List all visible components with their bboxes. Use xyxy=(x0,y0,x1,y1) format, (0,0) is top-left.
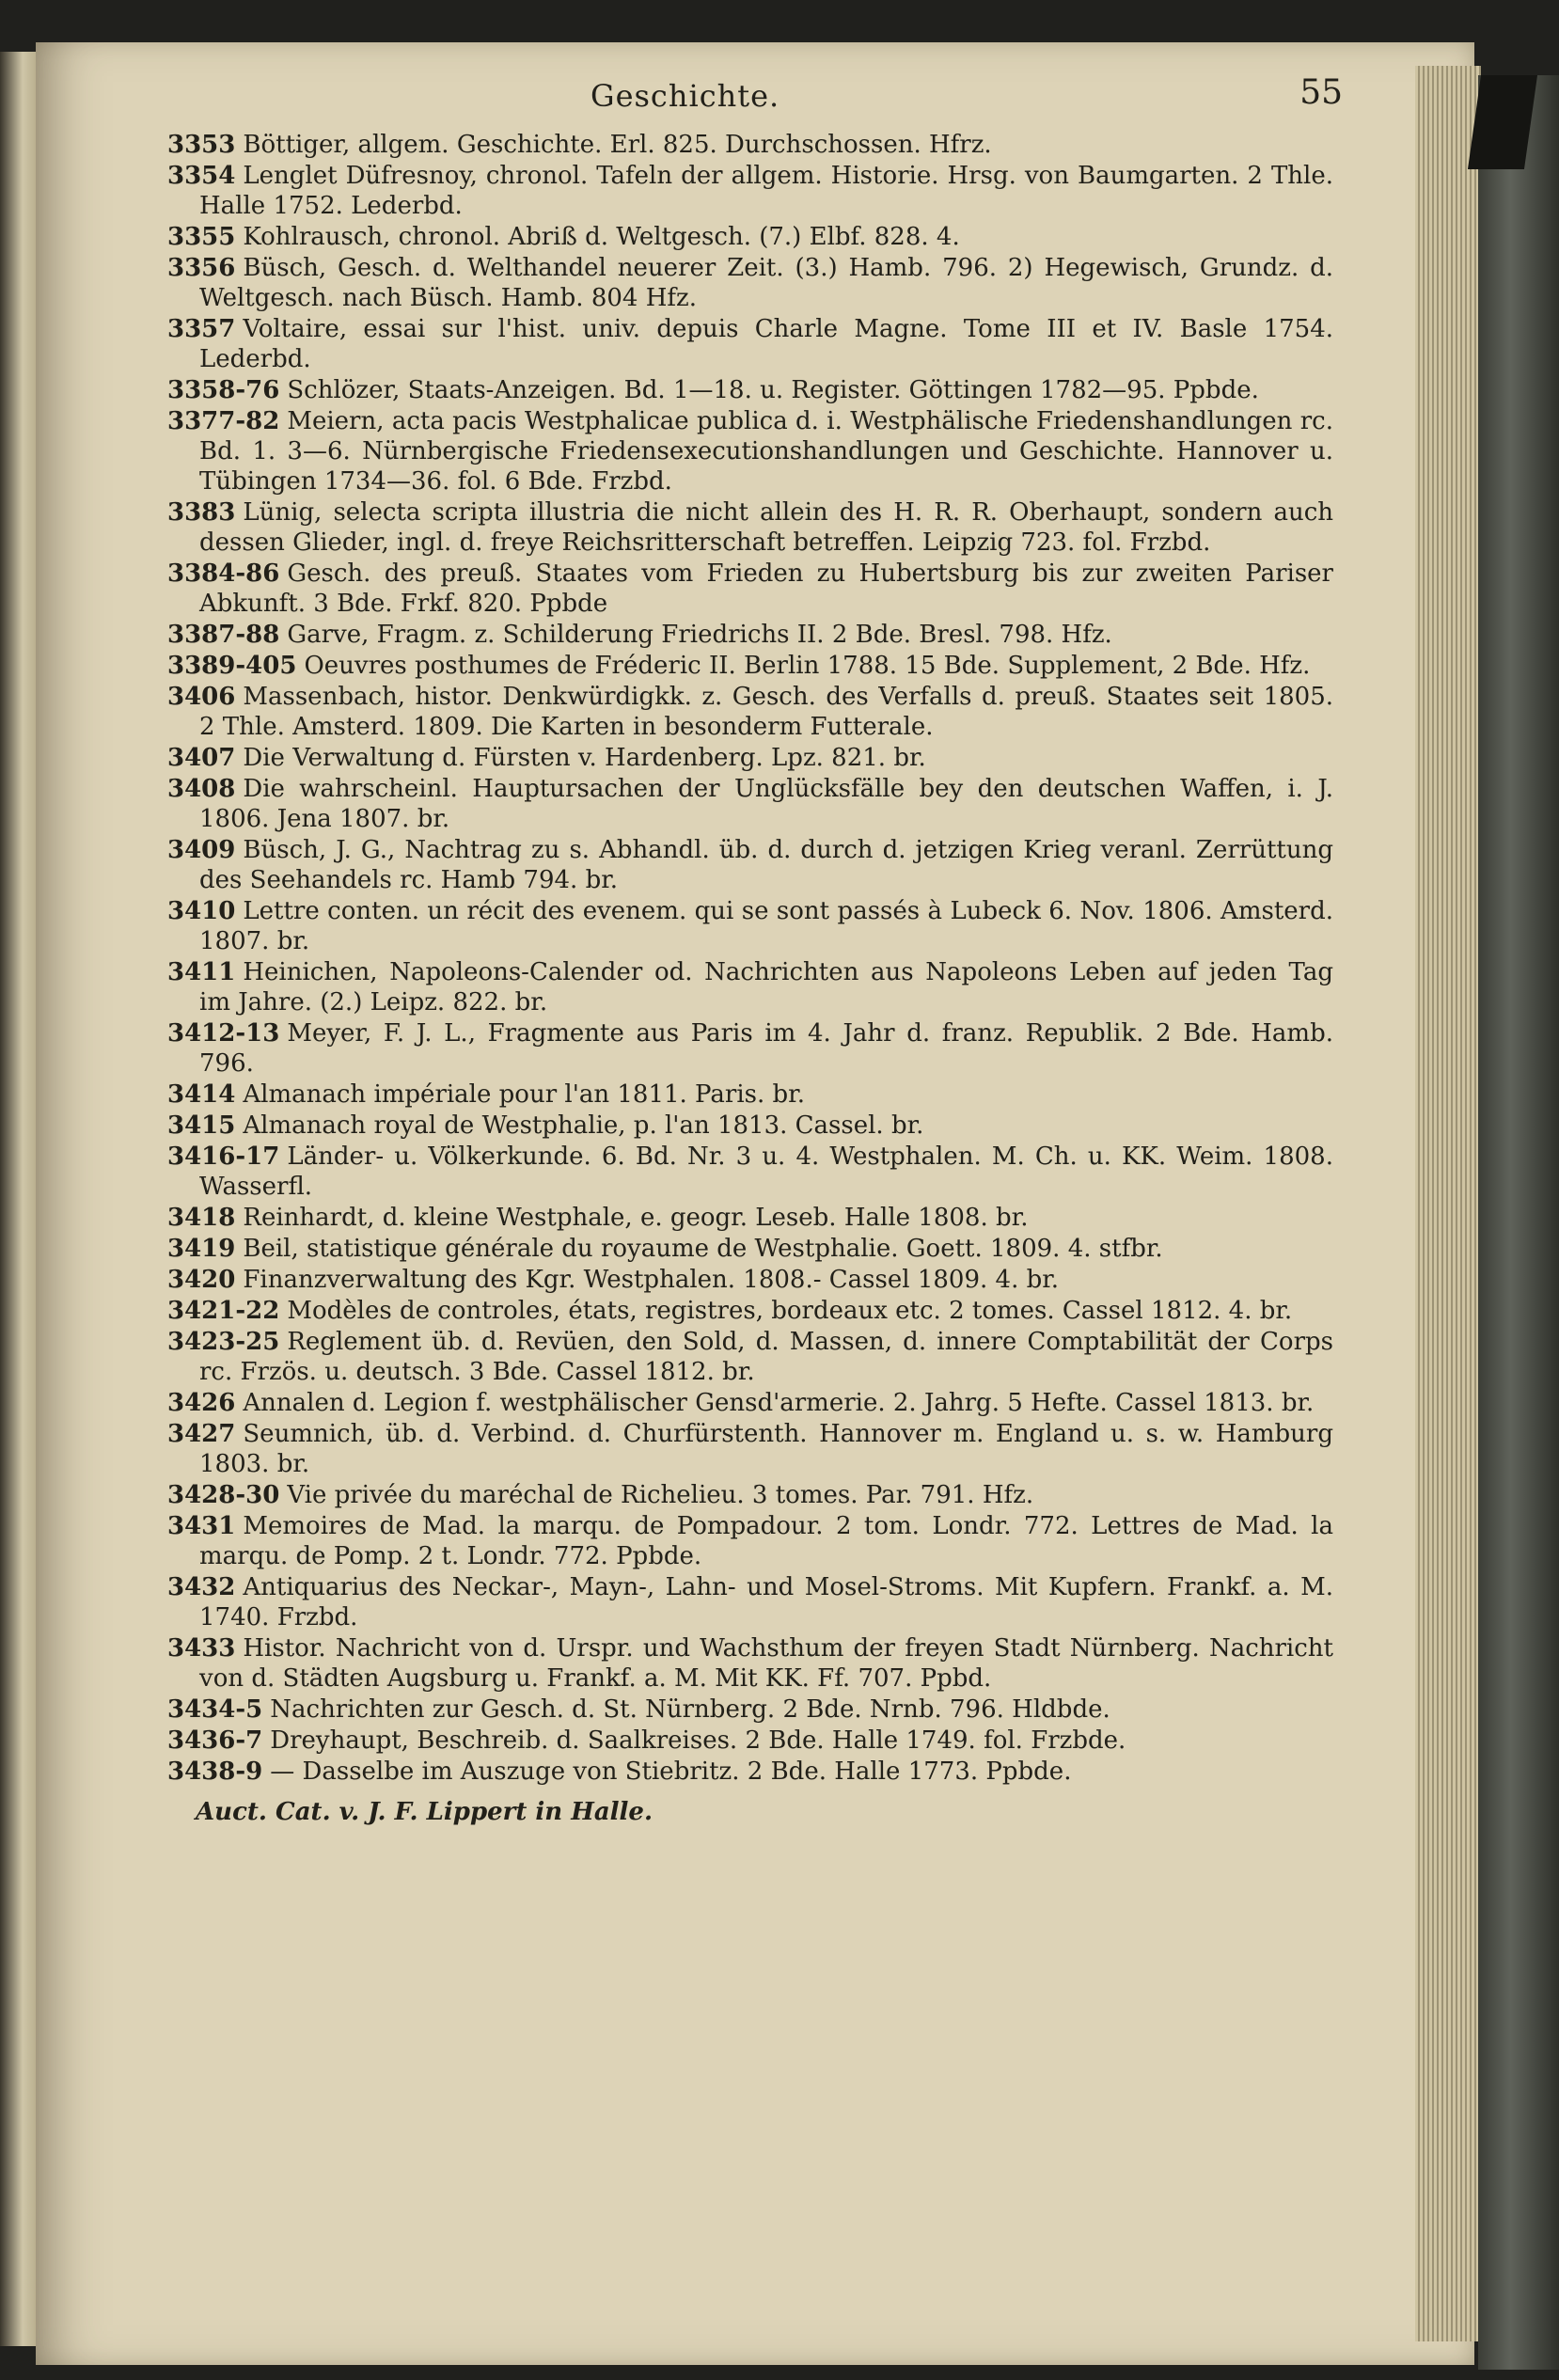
entry-number: 3354 xyxy=(167,162,236,190)
entry-text: Die wahrscheinl. Hauptursachen der Unglücksfälle bey den deutschen Waffen, i. J. 1806. Jena 1807. br. xyxy=(199,775,1333,833)
catalog-entry xyxy=(167,1419,1333,1479)
catalog-entry xyxy=(167,1265,1333,1295)
catalog-entry xyxy=(167,774,1333,834)
catalog-entry xyxy=(167,559,1333,619)
page-header xyxy=(167,73,1343,130)
catalog-entry xyxy=(167,651,1333,681)
entry-text: Böttiger, allgem. Geschichte. Erl. 825. Durchschossen. Hfrz. xyxy=(243,131,992,159)
entry-text: Massenbach, histor. Denkwürdigkk. z. Gesch. des Verfalls d. preuß. Staates seit 1805. 2 Thle. Amsterd. 1809. Die Karten in besonderm Futterale. xyxy=(199,683,1333,741)
entry-number: 3421-22 xyxy=(167,1297,280,1325)
entry-number: 3408 xyxy=(167,775,236,803)
entry-number: 3414 xyxy=(167,1080,236,1109)
entry-text: Gesch. des preuß. Staates vom Frieden zu Hubertsburg bis zur zweiten Pariser Abkunft. 3 Bde. Frkf. 820. Ppbde xyxy=(199,560,1333,618)
catalog-entry xyxy=(167,1633,1333,1694)
catalog-entry xyxy=(167,1726,1333,1756)
entry-number: 3427 xyxy=(167,1420,236,1448)
entry-text: Nachrichten zur Gesch. d. St. Nürnberg. 2 Bde. Nrnb. 796. Hldbde. xyxy=(270,1695,1110,1724)
entry-number: 3415 xyxy=(167,1111,236,1140)
entry-number: 3420 xyxy=(167,1266,236,1294)
entry-text: Lettre conten. un récit des evenem. qui se sont passés à Lubeck 6. Nov. 1806. Amsterd. 1807. br. xyxy=(199,897,1333,955)
entry-text: Finanzverwaltung des Kgr. Westphalen. 1808.- Cassel 1809. 4. br. xyxy=(243,1266,1060,1294)
entry-text: Histor. Nachricht von d. Urspr. und Wachsthum der freyen Stadt Nürnberg. Nachricht von d. Städten Augsburg u. Frankf. a. M. Mit KK. Ff. 707. Ppbd. xyxy=(199,1634,1333,1693)
entry-text: Reinhardt, d. kleine Westphale, e. geogr. Leseb. Halle 1808. br. xyxy=(243,1204,1029,1232)
catalog-entry xyxy=(167,957,1333,1017)
entry-number: 3383 xyxy=(167,498,236,527)
entry-text: Vie privée du maréchal de Richelieu. 3 tomes. Par. 791. Hfz. xyxy=(287,1481,1034,1509)
catalog-entry xyxy=(167,314,1333,374)
entry-text: Almanach royal de Westphalie, p. l'an 1813. Cassel. br. xyxy=(243,1111,924,1140)
left-page-edge xyxy=(0,52,38,2346)
entry-number: 3416-17 xyxy=(167,1143,280,1171)
catalog-entry xyxy=(167,161,1333,221)
catalog-entries xyxy=(167,130,1333,1787)
entry-text: Schlözer, Staats-Anzeigen. Bd. 1—18. u. Register. Göttingen 1782—95. Ppbde. xyxy=(287,376,1259,404)
catalog-entry xyxy=(167,896,1333,956)
entry-text: Die Verwaltung d. Fürsten v. Hardenberg. Lpz. 821. br. xyxy=(243,744,926,772)
entry-number: 3353 xyxy=(167,131,236,159)
catalog-entry xyxy=(167,406,1333,496)
entry-text: Meiern, acta pacis Westphalicae publica d. i. Westphälische Friedenshandlungen rc. Bd. 1. 3—6. Nürnbergische Friedensexecutionshandlungen und Geschichte. Hannover u. Tübingen 1734—36. fol. 6 Bde. Frzbd. xyxy=(199,407,1333,496)
entry-number: 3355 xyxy=(167,223,236,251)
catalog-entry xyxy=(167,1511,1333,1571)
catalog-entry xyxy=(167,497,1333,558)
entry-text: Oeuvres posthumes de Fréderic II. Berlin 1788. 15 Bde. Supplement, 2 Bde. Hfz. xyxy=(304,652,1311,680)
catalog-footer: Auct. Cat. v. J. F. Lippert in Halle. xyxy=(196,1798,654,1826)
catalog-entry xyxy=(167,222,1333,252)
running-head: Geschichte. xyxy=(591,78,780,114)
entry-number: 3411 xyxy=(167,958,236,986)
entry-text: Almanach impériale pour l'an 1811. Paris. br. xyxy=(243,1080,805,1109)
entry-text: Meyer, F. J. L., Fragmente aus Paris im 4. Jahr d. franz. Republik. 2 Bde. Hamb. 796. xyxy=(199,1019,1333,1078)
entry-text: — Dasselbe im Auszuge von Stiebritz. 2 Bde. Halle 1773. Ppbde. xyxy=(270,1757,1072,1786)
entry-number: 3434-5 xyxy=(167,1695,263,1724)
entry-number: 3436-7 xyxy=(167,1726,263,1755)
catalog-entry xyxy=(167,1111,1333,1141)
entry-number: 3412-13 xyxy=(167,1019,280,1048)
entry-text: Dreyhaupt, Beschreib. d. Saalkreises. 2 Bde. Halle 1749. fol. Frzbde. xyxy=(270,1726,1126,1755)
entry-text: Seumnich, üb. d. Verbind. d. Churfürstenth. Hannover m. England u. s. w. Hamburg 1803. br. xyxy=(199,1420,1333,1478)
entry-text: Büsch, J. G., Nachtrag zu s. Abhandl. üb. d. durch d. jetzigen Krieg veranl. Zerrüttung des Seehandels rc. Hamb 794. br. xyxy=(199,836,1333,894)
entry-number: 3432 xyxy=(167,1573,236,1601)
book-cover-edge xyxy=(1478,75,1559,2370)
entry-number: 3438-9 xyxy=(167,1757,263,1786)
catalog-entry xyxy=(167,1142,1333,1202)
entry-text: Annalen d. Legion f. westphälischer Gensd'armerie. 2. Jahrg. 5 Hefte. Cassel 1813. br. xyxy=(243,1389,1315,1417)
entry-text: Lünig, selecta scripta illustria die nicht allein des H. R. R. Oberhaupt, sondern auch dessen Glieder, ingl. d. freye Reichsritterschaft betreffen. Leipzig 723. fol. Frzbd. xyxy=(199,498,1333,557)
catalog-entry xyxy=(167,253,1333,313)
catalog-entry xyxy=(167,743,1333,773)
page-stack-edges xyxy=(1415,66,1481,2341)
catalog-entry xyxy=(167,1757,1333,1787)
catalog-entry xyxy=(167,1080,1333,1110)
entry-number: 3389-405 xyxy=(167,652,297,680)
entry-number: 3409 xyxy=(167,836,236,864)
catalog-entry xyxy=(167,1327,1333,1387)
entry-number: 3418 xyxy=(167,1204,236,1232)
entry-text: Heinichen, Napoleons-Calender od. Nachrichten aus Napoleons Leben auf jeden Tag im Jahre. (2.) Leipz. 822. br. xyxy=(199,958,1333,1017)
catalog-entry xyxy=(167,1234,1333,1264)
entry-text: Länder- u. Völkerkunde. 6. Bd. Nr. 3 u. 4. Westphalen. M. Ch. u. KK. Weim. 1808. Wasserfl. xyxy=(199,1143,1333,1201)
entry-text: Antiquarius des Neckar-, Mayn-, Lahn- und Mosel-Stroms. Mit Kupfern. Frankf. a. M. 1740. Frzbd. xyxy=(199,1573,1333,1631)
page-number: 55 xyxy=(1299,73,1343,112)
entry-number: 3384-86 xyxy=(167,560,280,588)
entry-number: 3358-76 xyxy=(167,376,280,404)
entry-text: Kohlrausch, chronol. Abriß d. Weltgesch. (7.) Elbf. 828. 4. xyxy=(243,223,960,251)
catalog-entry xyxy=(167,620,1333,650)
entry-text: Lenglet Düfresnoy, chronol. Tafeln der allgem. Historie. Hrsg. von Baumgarten. 2 Thle. Halle 1752. Lederbd. xyxy=(199,162,1333,220)
entry-number: 3423-25 xyxy=(167,1328,280,1356)
entry-number: 3431 xyxy=(167,1512,236,1540)
entry-text: Beil, statistique générale du royaume de Westphalie. Goett. 1809. 4. stfbr. xyxy=(243,1235,1163,1263)
catalog-entry xyxy=(167,130,1333,160)
entry-text: Modèles de controles, états, registres, bordeaux etc. 2 tomes. Cassel 1812. 4. br. xyxy=(287,1297,1293,1325)
catalog-entry xyxy=(167,1572,1333,1632)
entry-number: 3407 xyxy=(167,744,236,772)
catalog-entry xyxy=(167,375,1333,405)
entry-number: 3356 xyxy=(167,254,236,282)
entry-number: 3426 xyxy=(167,1389,236,1417)
catalog-entry xyxy=(167,1694,1333,1725)
entry-number: 3357 xyxy=(167,315,236,343)
catalog-entry xyxy=(167,682,1333,742)
entry-number: 3377-82 xyxy=(167,407,280,435)
entry-text: Voltaire, essai sur l'hist. univ. depuis Charle Magne. Tome III et IV. Basle 1754. Lederbd. xyxy=(199,315,1333,373)
entry-number: 3387-88 xyxy=(167,621,280,649)
page-content xyxy=(167,73,1343,1826)
entry-text: Büsch, Gesch. d. Welthandel neuerer Zeit. (3.) Hamb. 796. 2) Hegewisch, Grundz. d. Weltgesch. nach Büsch. Hamb. 804 Hfz. xyxy=(199,254,1333,312)
catalog-entry xyxy=(167,1388,1333,1418)
entry-number: 3428-30 xyxy=(167,1481,280,1509)
entry-number: 3433 xyxy=(167,1634,236,1663)
catalog-entry xyxy=(167,1480,1333,1510)
catalog-entry xyxy=(167,1018,1333,1079)
catalog-entry xyxy=(167,835,1333,895)
catalog-entry xyxy=(167,1203,1333,1233)
catalog-entry xyxy=(167,1296,1333,1326)
entry-text: Reglement üb. d. Revüen, den Sold, d. Massen, d. innere Comptabilität der Corps rc. Frzös. u. deutsch. 3 Bde. Cassel 1812. br. xyxy=(199,1328,1333,1386)
entry-number: 3410 xyxy=(167,897,236,925)
entry-number: 3419 xyxy=(167,1235,236,1263)
entry-text: Garve, Fragm. z. Schilderung Friedrichs II. 2 Bde. Bresl. 798. Hfz. xyxy=(287,621,1112,649)
entry-text: Memoires de Mad. la marqu. de Pompadour. 2 tom. Londr. 772. Lettres de Mad. la marqu. de Pomp. 2 t. Londr. 772. Ppbde. xyxy=(199,1512,1333,1570)
entry-number: 3406 xyxy=(167,683,236,711)
